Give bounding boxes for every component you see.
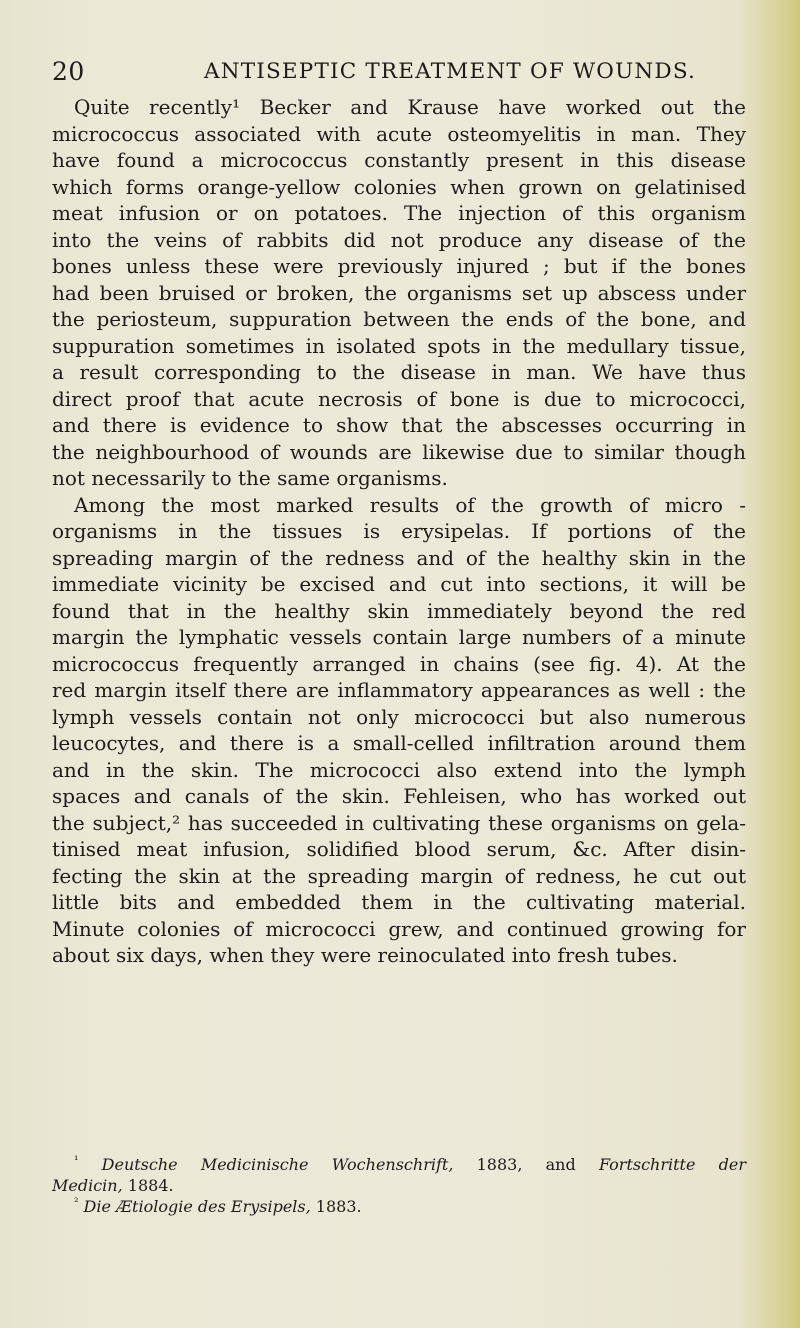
footnote-1-continued	[52, 1175, 746, 1196]
text-line: direct proof that acute necrosis of bone is due to micrococci,	[52, 386, 746, 411]
text-line: into the veins of rabbits did not produce any disease of the	[52, 227, 746, 252]
page-number: 20	[52, 57, 85, 86]
text-line: tinised meat infusion, solidified blood serum, &c. After disin-	[52, 837, 746, 861]
text-line: the subject,² has succeeded in cultivating these organisms on gela-	[52, 810, 746, 835]
footnote-1	[52, 1154, 746, 1175]
text-line: not necessarily to the same organisms.	[52, 466, 448, 490]
text-line: bones unless these were previously injured ; but if the bones	[52, 254, 746, 278]
text-line: about six days, when they were reinoculated into fresh tubes.	[52, 943, 678, 967]
text-line: suppuration sometimes in isolated spots in the medullary tissue,	[52, 333, 746, 358]
text-line: Quite recently¹ Becker and Krause have worked out the	[74, 95, 746, 119]
text-line: found that in the healthy skin immediately beyond the red	[52, 598, 746, 623]
text-line: margin the lymphatic vessels contain large numbers of a minute	[52, 625, 746, 649]
footnotes	[52, 1154, 746, 1217]
footnote-source-title: Fortschritte der	[598, 1155, 747, 1174]
text-line: spreading margin of the redness and of the healthy skin in the	[52, 545, 746, 570]
text-line: have found a micrococcus constantly present in this disease	[52, 148, 746, 172]
footnote-2	[52, 1196, 746, 1217]
text-line: Among the most marked results of the growth of micro -	[74, 492, 746, 517]
paragraph-1	[52, 94, 746, 492]
text-line: the periosteum, suppuration between the ends of the bone, and	[52, 307, 746, 331]
body-text	[52, 94, 746, 969]
text-line: which forms orange-yellow colonies when grown on gelatinised	[52, 174, 746, 199]
footnote-marker: ²	[74, 1195, 79, 1209]
text-line: a result corresponding to the disease in man. We have thus	[52, 360, 746, 384]
text-line: red margin itself there are inflammatory appearances as well : the	[52, 678, 746, 702]
footnote-text: 1883, and	[453, 1155, 599, 1174]
text-line: micrococcus associated with acute osteomyelitis in man. They	[52, 121, 746, 146]
text-line: little bits and embedded them in the cultivating material.	[52, 890, 746, 914]
text-line: the neighbourhood of wounds are likewise due to similar though	[52, 439, 746, 464]
text-line: had been bruised or broken, the organisms set up abscess under	[52, 280, 746, 305]
footnote-marker: ¹	[74, 1153, 79, 1167]
text-line: lymph vessels contain not only micrococci but also numerous	[52, 704, 746, 729]
footnote-source-title: Medicin,	[52, 1176, 123, 1195]
footnote-text: 1883.	[310, 1197, 362, 1216]
text-line: leucocytes, and there is a small-celled infiltration around them	[52, 731, 746, 755]
footnote-text: 1884.	[122, 1176, 174, 1195]
text-line: Minute colonies of micrococci grew, and continued growing for	[52, 916, 746, 941]
paragraph-2	[52, 492, 746, 969]
text-line: fecting the skin at the spreading margin of redness, he cut out	[52, 863, 746, 888]
text-line: spaces and canals of the skin. Fehleisen, who has worked out	[52, 784, 746, 808]
running-head-title: ANTISEPTIC TREATMENT OF WOUNDS.	[204, 59, 697, 84]
text-line: immediate vicinity be excised and cut into sections, it will be	[52, 572, 746, 596]
text-line: and there is evidence to show that the abscesses occurring in	[52, 413, 746, 437]
text-line: organisms in the tissues is erysipelas. If portions of the	[52, 519, 746, 543]
footnote-source-title: Die Ætiologie des Erysipels,	[83, 1197, 311, 1216]
text-line: micrococcus frequently arranged in chains (see fig. 4). At the	[52, 651, 746, 676]
running-head	[52, 57, 752, 93]
text-line: meat infusion or on potatoes. The injection of this organism	[52, 201, 746, 225]
footnote-source-title: Deutsche Medicinische Wochenschrift,	[101, 1155, 454, 1174]
text-line: and in the skin. The micrococci also extend into the lymph	[52, 757, 746, 782]
